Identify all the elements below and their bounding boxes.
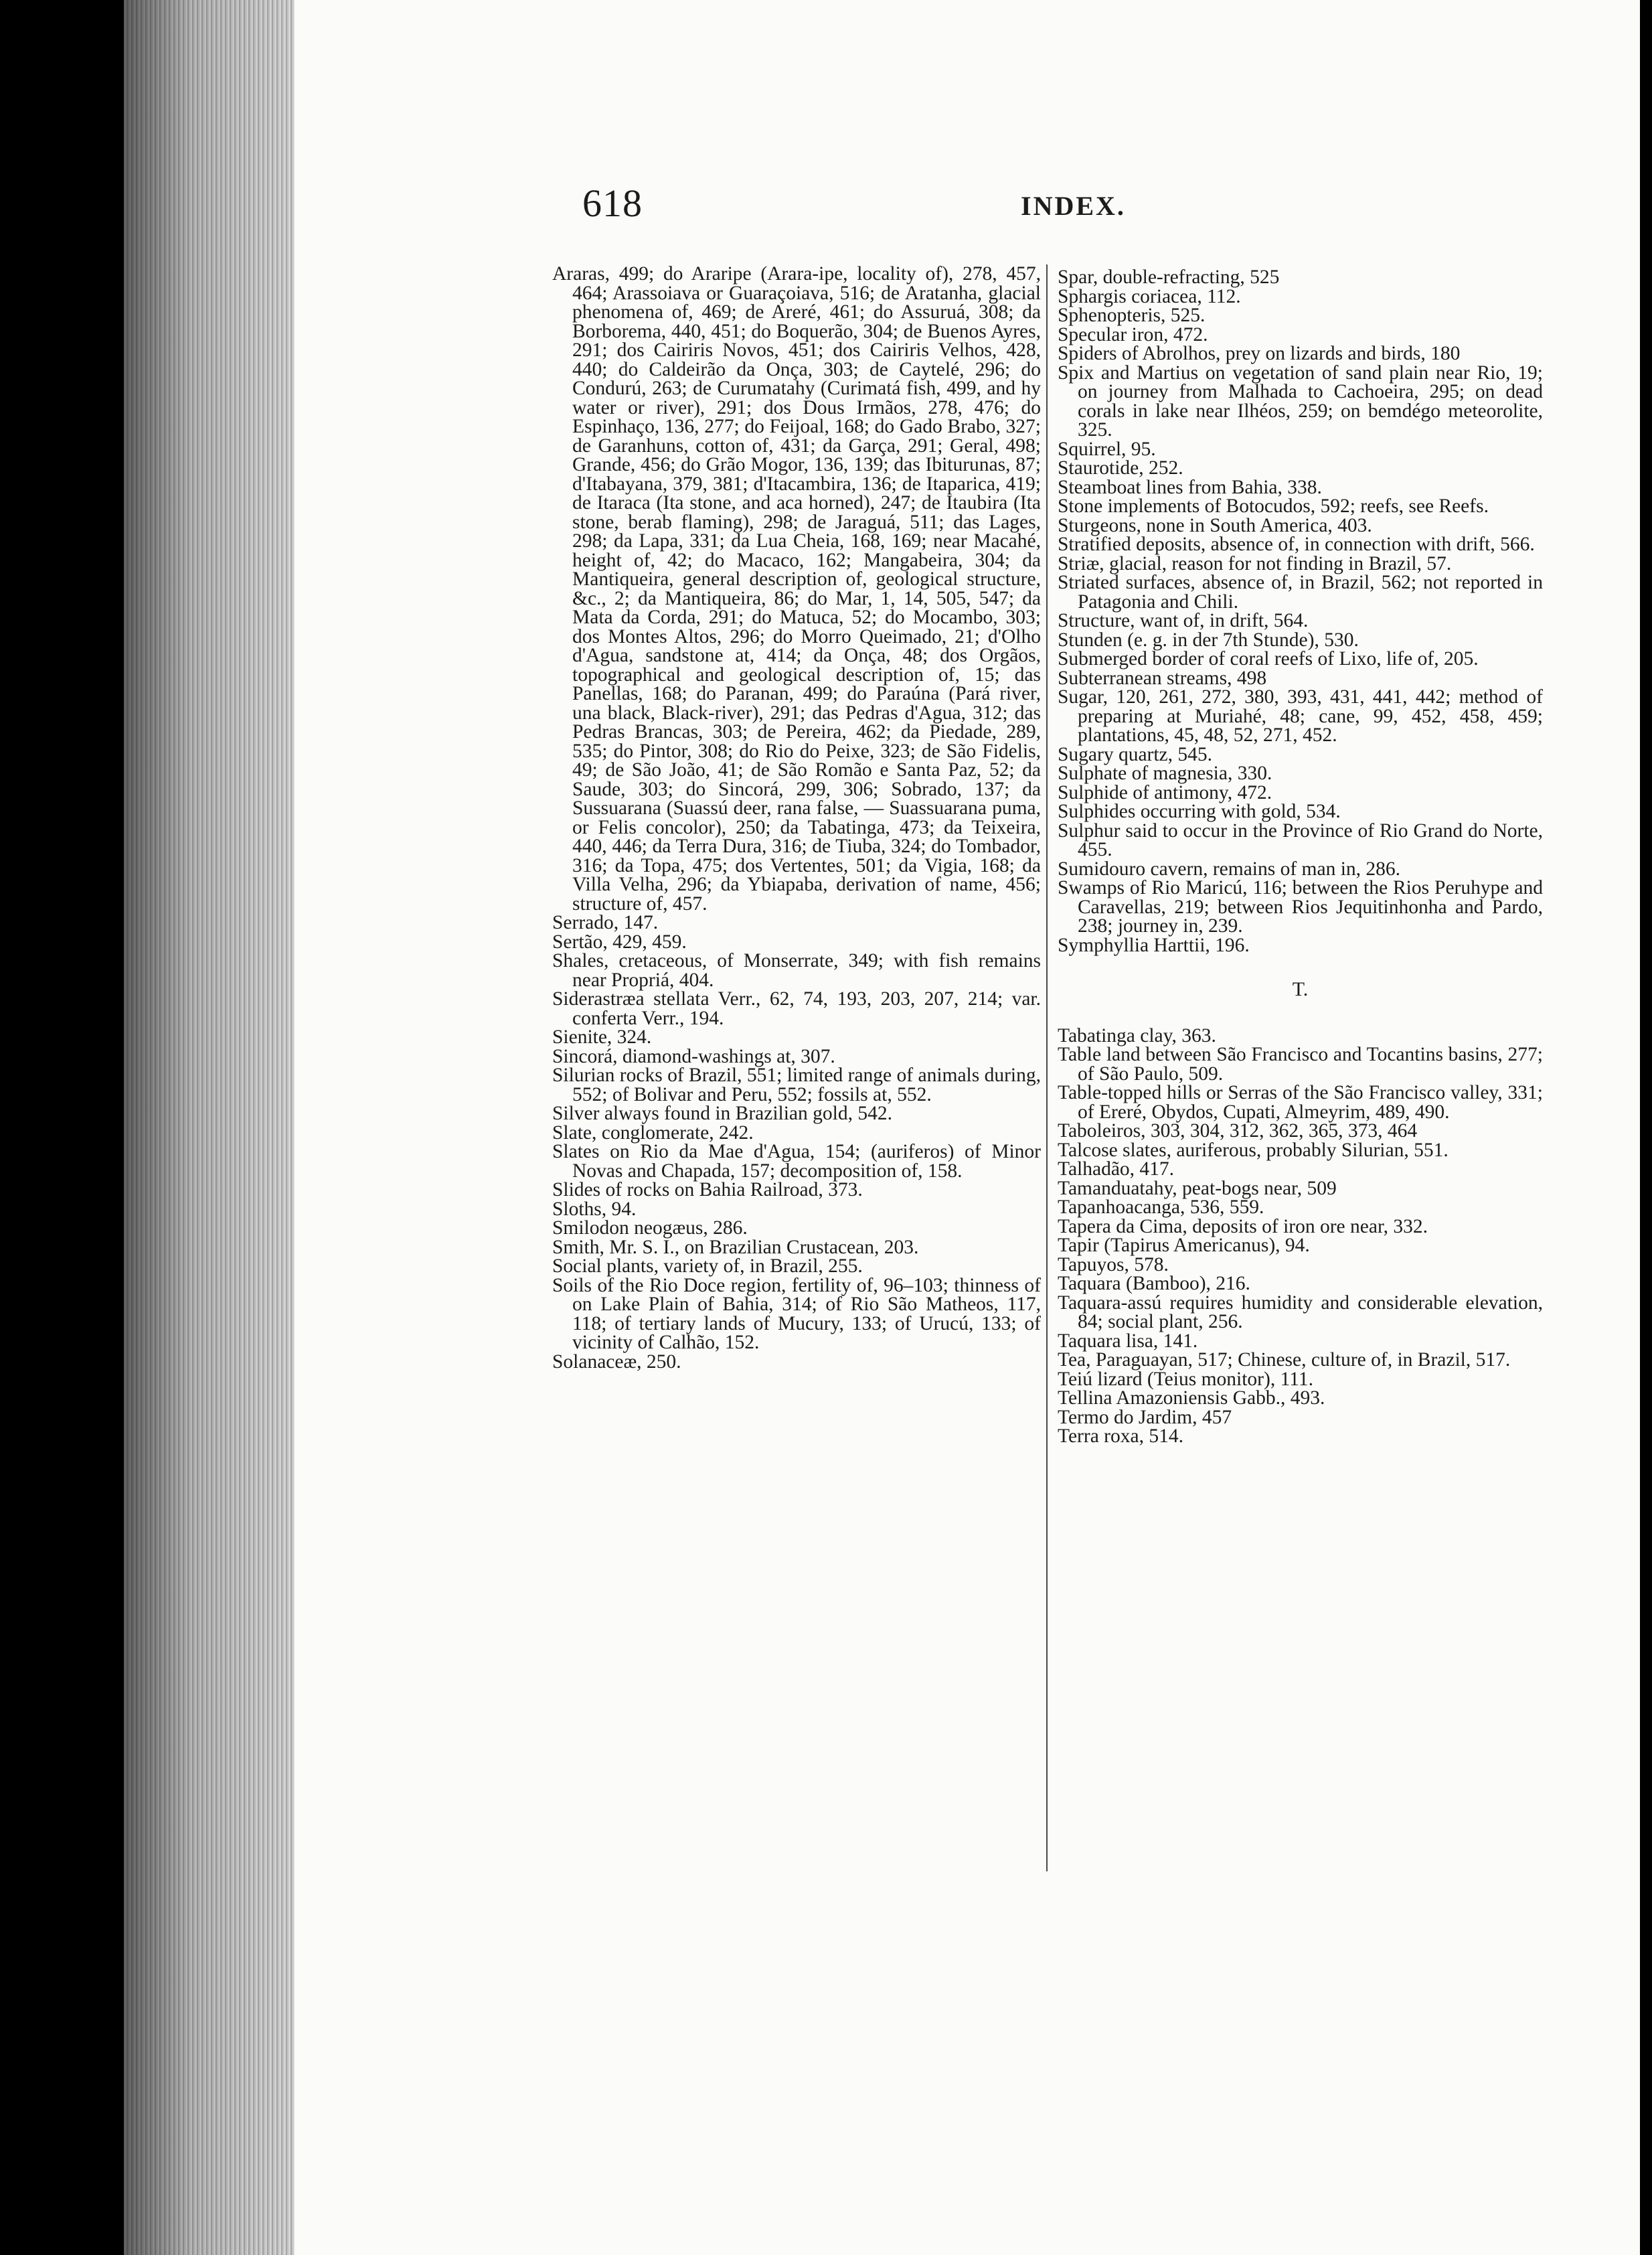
page-number: 618 bbox=[582, 181, 643, 225]
index-entry: Tapera da Cima, deposits of iron ore near, 332. bbox=[1058, 1215, 1428, 1237]
index-entry: Sugar, 120, 261, 272, 380, 393, 431, 441, 442; method of preparing at Muriahé, 48; cane, 99, 452, 458, 459; plantations, 45, 48, 52, 271, 452. bbox=[1058, 686, 1543, 746]
index-entry: Sienite, 324. bbox=[552, 1026, 652, 1048]
index-entry: Tea, Paraguayan, 517; Chinese, culture of, in Brazil, 517. bbox=[1058, 1349, 1511, 1371]
index-entry: Sumidouro cavern, remains of man in, 286. bbox=[1058, 858, 1401, 880]
index-entry: Sulphur said to occur in the Province of Rio Grand do Norte, 455. bbox=[1058, 820, 1543, 860]
index-entry: Staurotide, 252. bbox=[1058, 457, 1183, 479]
index-entry: Silver always found in Brazilian gold, 542. bbox=[552, 1103, 892, 1124]
index-entry: Taquara-assú requires humidity and considerable elevation, 84; social plant, 256. bbox=[1058, 1292, 1543, 1332]
index-entry: Tapuyos, 578. bbox=[1058, 1253, 1169, 1275]
index-entry: Termo do Jardim, 457 bbox=[1058, 1406, 1232, 1428]
index-entry: Terra roxa, 514. bbox=[1058, 1425, 1183, 1447]
index-entry: Table land between São Francisco and Tocantins basins, 277; of São Paulo, 509. bbox=[1058, 1044, 1543, 1085]
index-entry: Swamps of Rio Maricú, 116; between the Rios Peruhype and Caravellas, 219; between Rios Jequitinhonha and Pardo, 238; journey in, 239. bbox=[1058, 877, 1543, 937]
index-entry: Sulphate of magnesia, 330. bbox=[1058, 763, 1272, 784]
index-entry: Spiders of Abrolhos, prey on lizards and birds, 180 bbox=[1058, 343, 1461, 364]
index-column-right bbox=[1058, 268, 1543, 1446]
index-entry: Structure, want of, in drift, 564. bbox=[1058, 610, 1309, 631]
index-entry: Solanaceæ, 250. bbox=[552, 1350, 681, 1373]
column-divider bbox=[1046, 264, 1048, 1871]
index-entry: Taquara lisa, 141. bbox=[1058, 1330, 1198, 1352]
index-entry: Shales, cretaceous, of Monserrate, 349; with fish remains near Propriá, 404. bbox=[552, 950, 1041, 991]
index-entry: Smith, Mr. S. I., on Brazilian Crustacean, 203. bbox=[552, 1236, 919, 1258]
index-entry: Specular iron, 472. bbox=[1058, 323, 1208, 345]
index-entry: Siderastræa stellata Verr., 62, 74, 193, 203, 207, 214; var. conferta Verr., 194. bbox=[552, 988, 1041, 1029]
index-entry: Tapir (Tapirus Americanus), 94. bbox=[1058, 1235, 1310, 1256]
index-entry: Social plants, variety of, in Brazil, 255. bbox=[552, 1255, 863, 1277]
index-entry: Silurian rocks of Brazil, 551; limited range of animals during, 552; of Bolivar and Peru, 552; fossils at, 552. bbox=[552, 1065, 1041, 1105]
index-entry: Stunden (e. g. in der 7th Stunde), 530. bbox=[1058, 629, 1359, 651]
index-entry: Sturgeons, none in South America, 403. bbox=[1058, 514, 1372, 536]
index-entry: Submerged border of coral reefs of Lixo, life of, 205. bbox=[1058, 648, 1479, 670]
index-entry: Sloths, 94. bbox=[552, 1198, 637, 1220]
page-edge-shadow bbox=[124, 0, 295, 2255]
running-head: INDEX. bbox=[1021, 191, 1126, 221]
index-entry: Smilodon neogæus, 286. bbox=[552, 1217, 748, 1239]
index-entry: Teiú lizard (Teius monitor), 111. bbox=[1058, 1368, 1314, 1390]
index-entry: Table-topped hills or Serras of the São Francisco valley, 331; of Ereré, Obydos, Cupati, Almeyrim, 489, 490. bbox=[1058, 1082, 1543, 1123]
index-entry: Stratified deposits, absence of, in connection with drift, 566. bbox=[1058, 534, 1535, 555]
index-entry: Spix and Martius on vegetation of sand plain near Rio, 19; on journey from Malhada to Cachoeira, 295; on dead corals in lake near Ilhéos, 259; on bemdégo meteorolite, 325. bbox=[1058, 362, 1543, 441]
index-entry: Taboleiros, 303, 304, 312, 362, 365, 373, 464 bbox=[1058, 1120, 1418, 1142]
index-entry: Araras, 499; do Araripe (Arara-ipe, locality of), 278, 457, 464; Arassoiava or Guaraçoiava, 516; de Aratanha, glacial phenomena of, 469; de Areré, 461; do Assuruá, 308; da Borborema, 440, 451; do Boquerão, 304; de Buenos Ayres, 291; dos Cairiris Novos, 451; dos Cairiris Velhos, 428, 440; do Caldeirão da Onça, 303; de Caytelé, 296; do Condurú, 263; de Curumatahy (Curimatá fish, 499, and hy water or river), 291; dos Dous Irmãos, 278, 476; do Espinhaço, 136, 277; do Feijoal, 168; do Gado Brabo, 327; de Garanhuns, cotton of, 431; da Garça, 291; Geral, 498; Grande, 456; do Grão Mogor, 136, 139; das Ibiturunas, 87; d'Itabayana, 379, 381; d'Itacambira, 136; de Itaparica, 419; de Itaraca (Ita stone, and aca horned), 247; de Itaubira (Ita stone, berab flaming), 298; de Jaraguá, 511; das Lages, 298; da Lapa, 331; da Lua Cheia, 168, 169; near Macahé, height of, 42; do Macaco, 162; Mangabeira, 304; da Mantiqueira, general description of, geological structure, &c., 2; da Mantiqueira, 86; do Mar, 1, 14, 505, 547; da Mata da Corda, 291; do Matuca, 52; do Mocambo, 303; dos Montes Altos, 296; do Morro Queimado, 21; d'Olho d'Agua, sandstone at, 414; da Onça, 48; dos Orgãos, topographical and geological description of, 15; das Panellas, 168; do Paranan, 499; do Paraúna (Pará river, una black, Black-river), 291; das Pedras d'Agua, 312; das Pedras Brancas, 303; de Pereira, 462; da Piedade, 289, 535; do Pintor, 308; do Rio do Peixe, 323; de São Fidelis, 49; de São João, 41; de São Romão e Santa Paz, 52; da Saude, 303; do Sincorá, 299, 306; Sobrado, 137; da Sussuarana (Suassú deer, rana false, — Suassuarana puma, or Felis concolor), 250; da Tabatinga, 473; da Teixeira, 440, 446; da Terra Dura, 316; de Tiuba, 324; do Tombador, 316; da Topa, 475; dos Vertentes, 501; da Vigia, 168; da Villa Velha, 296; da Ybiapaba, derivation of name, 456; structure of, 457. bbox=[552, 263, 1041, 915]
index-entry: Stone implements of Botocudos, 592; reefs, see Reefs. bbox=[1058, 495, 1489, 517]
page-header bbox=[582, 181, 1519, 234]
index-entry: Striated surfaces, absence of, in Brazil, 562; not reported in Patagonia and Chili. bbox=[1058, 572, 1543, 613]
section-letter-heading: T. bbox=[1292, 978, 1309, 1000]
index-entry: Tellina Amazoniensis Gabb., 493. bbox=[1058, 1387, 1325, 1409]
index-entry: Symphyllia Harttii, 196. bbox=[1058, 934, 1250, 956]
index-entry: Sertão, 429, 459. bbox=[552, 931, 687, 953]
index-entry: Soils of the Rio Doce region, fertility of, 96–103; thinness of on Lake Plain of Bahia, 314; of Rio São Matheos, 117, 118; of tertiary lands of Mucury, 133; of Urucú, 133; of vicinity of Calhão, 152. bbox=[552, 1274, 1041, 1353]
index-entry: Spar, double-refracting, 525 bbox=[1058, 266, 1280, 288]
index-entry: Tabatinga clay, 363. bbox=[1058, 1024, 1216, 1046]
index-entry: Sulphides occurring with gold, 534. bbox=[1058, 801, 1341, 822]
index-entry: Slates on Rio da Mae d'Agua, 154; (auriferos) of Minor Novas and Chapada, 157; decomposition of, 158. bbox=[552, 1141, 1041, 1182]
index-entry: Taquara (Bamboo), 216. bbox=[1058, 1273, 1250, 1294]
scanner-background-right bbox=[1640, 0, 1652, 2255]
index-entry: Steamboat lines from Bahia, 338. bbox=[1058, 476, 1322, 498]
index-entry: Sincorá, diamond-washings at, 307. bbox=[552, 1045, 835, 1067]
index-entry: Slate, conglomerate, 242. bbox=[552, 1121, 754, 1144]
index-entry: Sphargis coriacea, 112. bbox=[1058, 285, 1241, 307]
index-entry: Squirrel, 95. bbox=[1058, 438, 1156, 460]
index-column-left bbox=[552, 264, 1041, 1371]
index-entry: Subterranean streams, 498 bbox=[1058, 667, 1267, 689]
index-entry: Talcose slates, auriferous, probably Silurian, 551. bbox=[1058, 1139, 1449, 1161]
index-entry: Sphenopteris, 525. bbox=[1058, 305, 1206, 326]
index-entry: Tapanhoacanga, 536, 559. bbox=[1058, 1196, 1264, 1218]
index-entry: Tamanduatahy, peat-bogs near, 509 bbox=[1058, 1177, 1337, 1199]
index-entry: Striæ, glacial, reason for not finding in Brazil, 57. bbox=[1058, 552, 1452, 574]
index-entry: Talhadão, 417. bbox=[1058, 1158, 1175, 1180]
index-entry: Sugary quartz, 545. bbox=[1058, 743, 1213, 765]
index-entry: Sulphide of antimony, 472. bbox=[1058, 781, 1272, 803]
index-entry: Serrado, 147. bbox=[552, 912, 659, 933]
index-entry: Slides of rocks on Bahia Railroad, 373. bbox=[552, 1179, 863, 1200]
